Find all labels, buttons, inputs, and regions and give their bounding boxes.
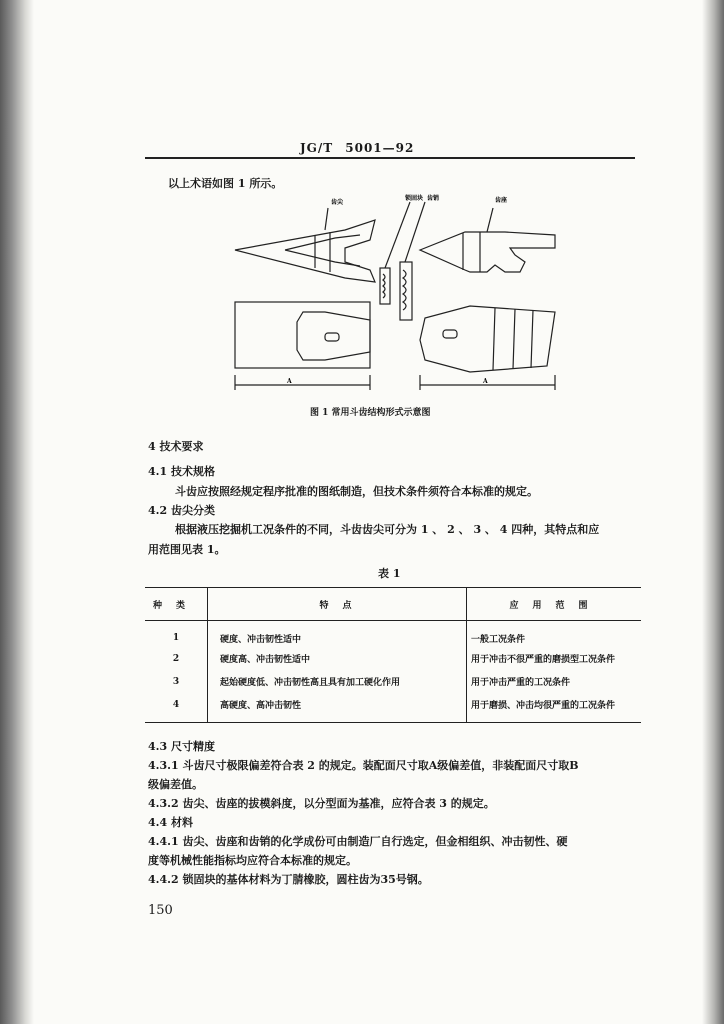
table-row — [145, 670, 641, 693]
section-4-2-text-2: 用范围见表 1。 — [148, 543, 226, 556]
standard-header — [300, 141, 426, 155]
table-1 — [145, 587, 641, 723]
section-4-4-1-text-1: 4.4.1 齿尖、齿座和齿销的化学成份可由制造厂自行选定，但金相组织、冲击韧性、硬 — [148, 835, 568, 848]
section-4-3-2-text: 4.3.2 齿尖、齿座的拔模斜度，以分型面为基准，应符合表 3 的规定。 — [148, 797, 495, 810]
row-application: 一般工况条件 — [471, 634, 526, 645]
header-features: 特点 — [208, 588, 467, 621]
label-pin: 齿销 — [427, 195, 440, 202]
label-seat: 齿座 — [495, 197, 508, 204]
table-row — [145, 693, 641, 723]
section-4-4-heading: 4.4 材料 — [148, 816, 193, 829]
row-type: 4 — [145, 693, 208, 723]
row-application: 用于冲击严重的工况条件 — [471, 678, 571, 688]
page-number: 150 — [148, 903, 173, 918]
row-application: 用于磨损、冲击均很严重的工况条件 — [467, 693, 642, 723]
dim-label-left: A — [287, 378, 292, 385]
section-4-2-text-1: 根据液压挖掘机工况条件的不同，斗齿齿尖可分为 1 、 2 、 3 、 4 四种，其特点和应 — [175, 523, 600, 536]
section-4-4-2-text: 4.4.2 锁固块的基体材料为丁腈橡胶，圆柱齿为35号钢。 — [148, 873, 429, 886]
figure-caption: 图 1 常用斗齿结构形式示意图 — [310, 408, 431, 418]
scan-shadow-right — [702, 0, 724, 1024]
label-lock-block: 锁固块 — [405, 195, 424, 202]
tooth-tip-inner — [285, 235, 360, 266]
scan-shadow-left — [0, 0, 34, 1024]
section-4-4-1-text-2: 度等机械性能指标均应符合本标准的规定。 — [148, 854, 357, 867]
table-row — [145, 621, 641, 648]
section-4-heading: 4 技术要求 — [148, 440, 204, 453]
section-4-2-heading: 4.2 齿尖分类 — [148, 504, 215, 517]
standard-code: JG/T — [300, 141, 334, 155]
table-row — [145, 647, 641, 670]
tooth-seat-side — [420, 232, 555, 272]
tooth-tip-side — [235, 220, 375, 282]
section-4-1-heading: 4.1 技术规格 — [148, 465, 215, 478]
section-4-3-heading: 4.3 尺寸精度 — [148, 740, 215, 753]
row-features: 硬度、冲击韧性适中 — [208, 621, 467, 648]
section-4-3-1-text-2: 级偏差值。 — [148, 778, 203, 791]
table-title: 表 1 — [378, 567, 401, 580]
row-application: 用于冲击不很严重的磨损型工况条件 — [471, 655, 616, 665]
section-4-1-text: 斗齿应按照经规定程序批准的图纸制造，但技术条件须符合本标准的规定。 — [175, 485, 538, 498]
row-type: 3 — [145, 670, 208, 693]
dim-label-right: A — [483, 378, 488, 385]
row-type: 2 — [145, 647, 208, 670]
label-tip: 齿尖 — [331, 199, 344, 206]
row-features: 硬度高、冲击韧性适中 — [208, 647, 467, 670]
header-type: 种类 — [145, 588, 208, 621]
intro-text: 以上术语如图 1 所示。 — [168, 177, 283, 190]
table-header-row — [145, 588, 641, 621]
row-features: 高硬度、高冲击韧性 — [208, 693, 467, 723]
standard-number: 5001—92 — [345, 141, 415, 155]
figure-1-diagram — [225, 190, 585, 400]
section-4-3-1-text-1: 4.3.1 斗齿尺寸极限偏差符合表 2 的规定。装配面尺寸取A级偏差值，非装配面尺寸取B — [148, 759, 579, 772]
tooth-seat-plan — [420, 306, 555, 372]
row-features: 起始硬度低、冲击韧性高且具有加工硬化作用 — [208, 670, 467, 693]
header-application: 应用范围 — [467, 588, 642, 621]
header-rule — [145, 157, 635, 159]
row-type: 1 — [145, 621, 208, 648]
lock-block — [380, 268, 390, 304]
